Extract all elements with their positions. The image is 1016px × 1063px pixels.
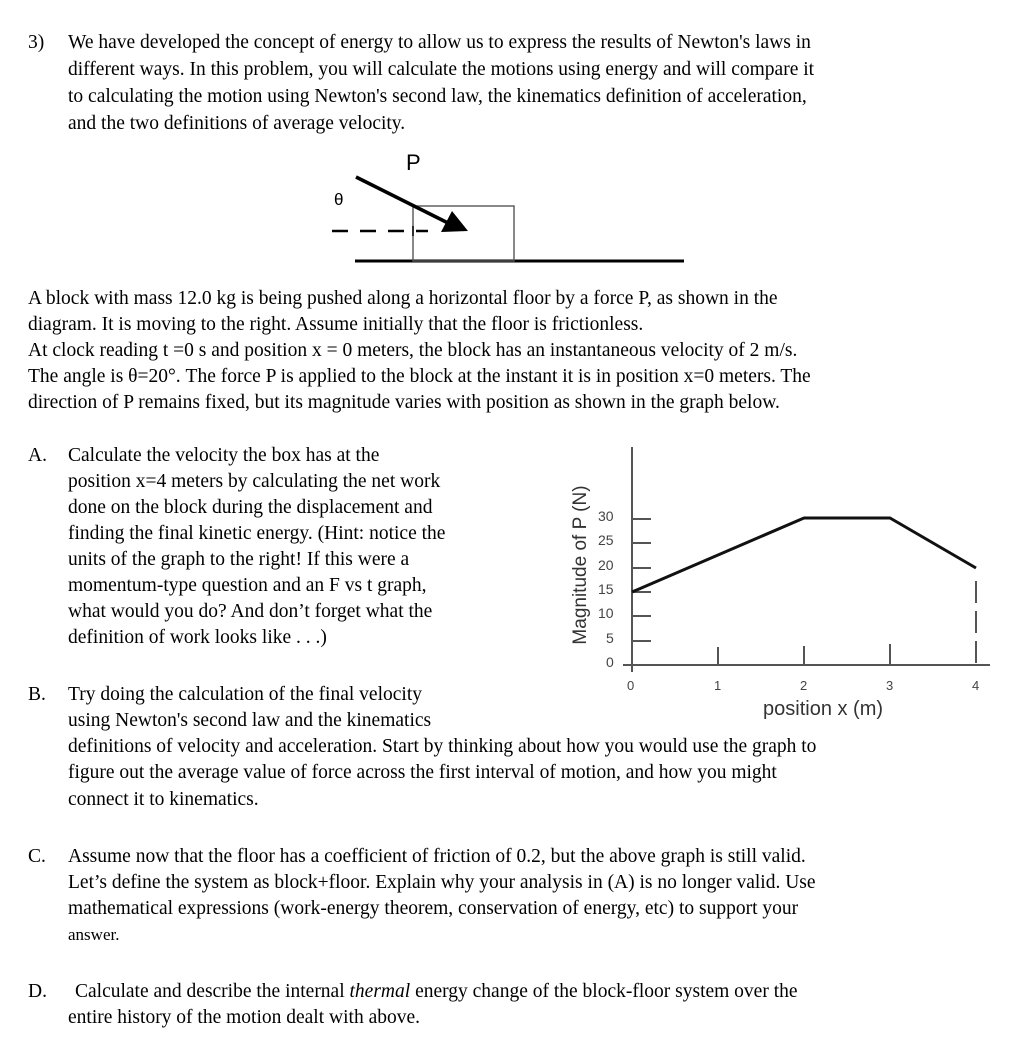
force-label: P — [406, 150, 421, 175]
part-a-line: done on the block during the displacement and — [68, 497, 433, 518]
intro-line: different ways. In this problem, you will calculate the motions using energy and will compare it — [68, 59, 815, 80]
part-c-line: Let’s define the system as block+floor. Explain why your analysis in (A) is no longer valid. Use — [68, 872, 816, 893]
description-line: direction of P remains fixed, but its magnitude varies with position as shown in the graph below. — [28, 392, 780, 413]
part-d-line: entire history of the motion dealt with above. — [68, 1007, 420, 1028]
part-b-line: figure out the average value of force across the first interval of motion, and how you might — [68, 762, 777, 783]
description-line: A block with mass 12.0 kg is being pushed along a horizontal floor by a force P, as shown in the — [28, 288, 778, 309]
x-tick-label: 1 — [714, 678, 722, 693]
part-b-line: connect it to kinematics. — [68, 789, 259, 810]
part-a-line: units of the graph to the right! If this were a — [68, 549, 410, 570]
force-position-chart — [555, 440, 995, 730]
y-axis-title: Magnitude of P (N) — [570, 485, 591, 645]
part-d-emphasis: thermal — [349, 981, 411, 1002]
part-a-line: momentum-type question and an F vs t graph, — [68, 575, 427, 596]
part-a-line: definition of work looks like . . .) — [68, 627, 327, 648]
part-d-line — [75, 979, 798, 1005]
y-tick-label: 0 — [606, 654, 614, 670]
part-a-line: position x=4 meters by calculating the net work — [68, 471, 441, 492]
part-d-label: D. — [28, 981, 47, 1002]
part-b-line: Try doing the calculation of the final velocity — [68, 684, 422, 705]
y-tick-label: 15 — [598, 581, 614, 597]
x-tick-label: 3 — [886, 678, 894, 693]
description-line: diagram. It is moving to the right. Assume initially that the floor is frictionless. — [28, 314, 644, 335]
intro-line: We have developed the concept of energy to allow us to express the results of Newton's laws in — [68, 32, 811, 53]
part-b-line: using Newton's second law and the kinematics — [68, 710, 432, 731]
part-a-line: what would you do? And don’t forget what the — [68, 601, 433, 622]
angle-label: θ — [334, 190, 344, 209]
part-d-text: Calculate and describe the internal — [75, 981, 350, 1002]
block-force-diagram — [300, 150, 700, 270]
y-tick-label: 20 — [598, 557, 614, 573]
part-a-label: A. — [28, 445, 47, 466]
part-a-line: Calculate the velocity the box has at the — [68, 445, 380, 466]
part-c-line: mathematical expressions (work-energy theorem, conservation of energy, etc) to support your — [68, 898, 799, 919]
part-b-line: definitions of velocity and acceleration. Start by thinking about how you would use the graph to — [68, 736, 817, 757]
intro-line: and the two definitions of average velocity. — [68, 113, 406, 134]
diagram-graphic — [300, 150, 700, 270]
part-c-line: answer. — [68, 925, 120, 944]
intro-line: to calculating the motion using Newton's second law, the kinematics definition of acceleration, — [68, 86, 807, 107]
description-line: At clock reading t =0 s and position x = 0 meters, the block has an instantaneous velocity of 2 m/s. — [28, 340, 798, 361]
x-axis-title: position x (m) — [763, 698, 884, 720]
y-tick-label: 30 — [598, 508, 614, 524]
x-tick-label: 2 — [800, 678, 808, 693]
x-tick-label: 4 — [972, 678, 980, 693]
part-b-label: B. — [28, 684, 46, 705]
x-tick-label: 0 — [627, 678, 635, 693]
part-c-label: C. — [28, 846, 46, 867]
description-line: The angle is θ=20°. The force P is applied to the block at the instant it is in position x=0 meters. The — [28, 366, 811, 387]
chart-graphic — [555, 440, 995, 730]
part-c-line: Assume now that the floor has a coefficient of friction of 0.2, but the above graph is still valid. — [68, 846, 806, 867]
part-d-text: energy change of the block-floor system over the — [410, 981, 798, 1002]
y-tick-label: 25 — [598, 532, 614, 548]
y-tick-label: 5 — [606, 630, 614, 646]
y-tick-label: 10 — [598, 605, 614, 621]
part-a-line: finding the final kinetic energy. (Hint: notice the — [68, 523, 446, 544]
problem-number: 3) — [28, 32, 45, 53]
